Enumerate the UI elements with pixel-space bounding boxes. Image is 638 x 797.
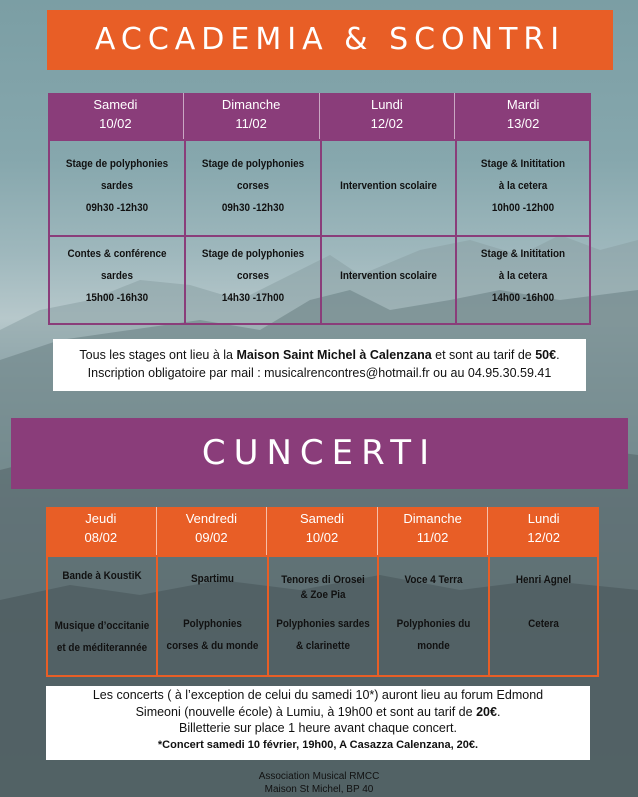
concert-day-2: Samedi 10/02 xyxy=(267,507,378,555)
concert-genre-0: Musique d’occitanie et de méditerannée xyxy=(54,620,150,654)
stage-cell-r1-c3: Stage & Inititation à la cetera 14h00 -16h00 xyxy=(480,248,566,304)
stage-cell-r0-c2: Intervention scolaire xyxy=(340,180,437,192)
concert-day-1: Vendredi 09/02 xyxy=(157,507,268,555)
concert-schedule-grid xyxy=(46,555,599,677)
concert-day-header xyxy=(46,507,599,555)
concert-info-line4: *Concert samedi 10 février, 19h00, A Casazza Calenzana, 20€. xyxy=(157,738,479,751)
concert-artist-2: Tenores di Orosei & Zoe Pia xyxy=(281,574,365,601)
footer xyxy=(0,770,638,796)
concert-artist-3: Voce 4 Terra xyxy=(404,574,463,586)
concert-genre-4: Cetera xyxy=(528,618,559,630)
concert-info-box xyxy=(46,686,590,760)
concert-genre-3: Polyphonies du monde xyxy=(396,618,471,652)
stage-info-line2: Inscription obligatoire par mail : musicalrencontres@hotmail.fr ou au 04.95.30.59.41 xyxy=(87,366,552,380)
concert-info-line3: Billetterie sur place 1 heure avant chaque concert. xyxy=(179,721,457,735)
concert-day-0: Jeudi 08/02 xyxy=(46,507,157,555)
stage-cell-r0-c3: Stage & Inititation à la cetera 10h00 -12h00 xyxy=(480,158,566,214)
stage-day-header xyxy=(48,93,591,139)
stage-schedule-grid xyxy=(48,139,591,325)
concert-day-3: Dimanche 11/02 xyxy=(378,507,489,555)
stage-cell-r0-c1: Stage de polyphonies corses 09h30 -12h30 xyxy=(201,158,305,214)
concert-artist-1: Spartimu xyxy=(191,573,234,585)
stage-info-line1: Tous les stages ont lieu à la Maison Saint Michel à Calenzana et sont au tarif de 50€. xyxy=(79,348,560,362)
stage-day-2: Lundi 12/02 xyxy=(320,93,456,139)
concert-genre-2: Polyphonies sardes & clarinette xyxy=(276,618,370,652)
concert-day-4: Lundi 12/02 xyxy=(527,511,560,545)
concert-genre-1: Polyphonies corses & du monde xyxy=(166,618,259,652)
stage-info-box xyxy=(53,339,586,391)
footer-line2: Maison St Michel, BP 40 xyxy=(264,784,374,795)
footer-line1: Association Musical RMCC xyxy=(258,771,380,782)
concert-info-line2: Simeoni (nouvelle école) à Lumiu, à 19h00 et sont au tarif de 20€. xyxy=(135,704,501,719)
stage-cell-r1-c1: Stage de polyphonies corses 14h30 -17h00 xyxy=(201,248,305,304)
stage-cell-r1-c2: Intervention scolaire xyxy=(340,270,437,282)
stage-cell-r0-c0: Stage de polyphonies sardes 09h30 -12h30 xyxy=(65,158,169,214)
stage-day-1: Dimanche 11/02 xyxy=(184,93,320,139)
academia-banner: ACCADEMIA & SCONTRI xyxy=(47,10,613,70)
concert-artist-0: Bande à KoustiK xyxy=(62,570,142,582)
stage-cell-r1-c0: Contes & conférence sardes 15h00 -16h30 xyxy=(67,248,167,304)
cuncerti-banner: CUNCERTI xyxy=(11,418,628,489)
stage-day-0: Samedi 10/02 xyxy=(48,93,184,139)
concert-info-line1: Les concerts ( à l’exception de celui du samedi 10*) auront lieu au forum Edmond xyxy=(92,688,544,702)
stage-day-3: Mardi 13/02 xyxy=(506,97,540,131)
concert-artist-4: Henri Agnel xyxy=(515,574,572,586)
